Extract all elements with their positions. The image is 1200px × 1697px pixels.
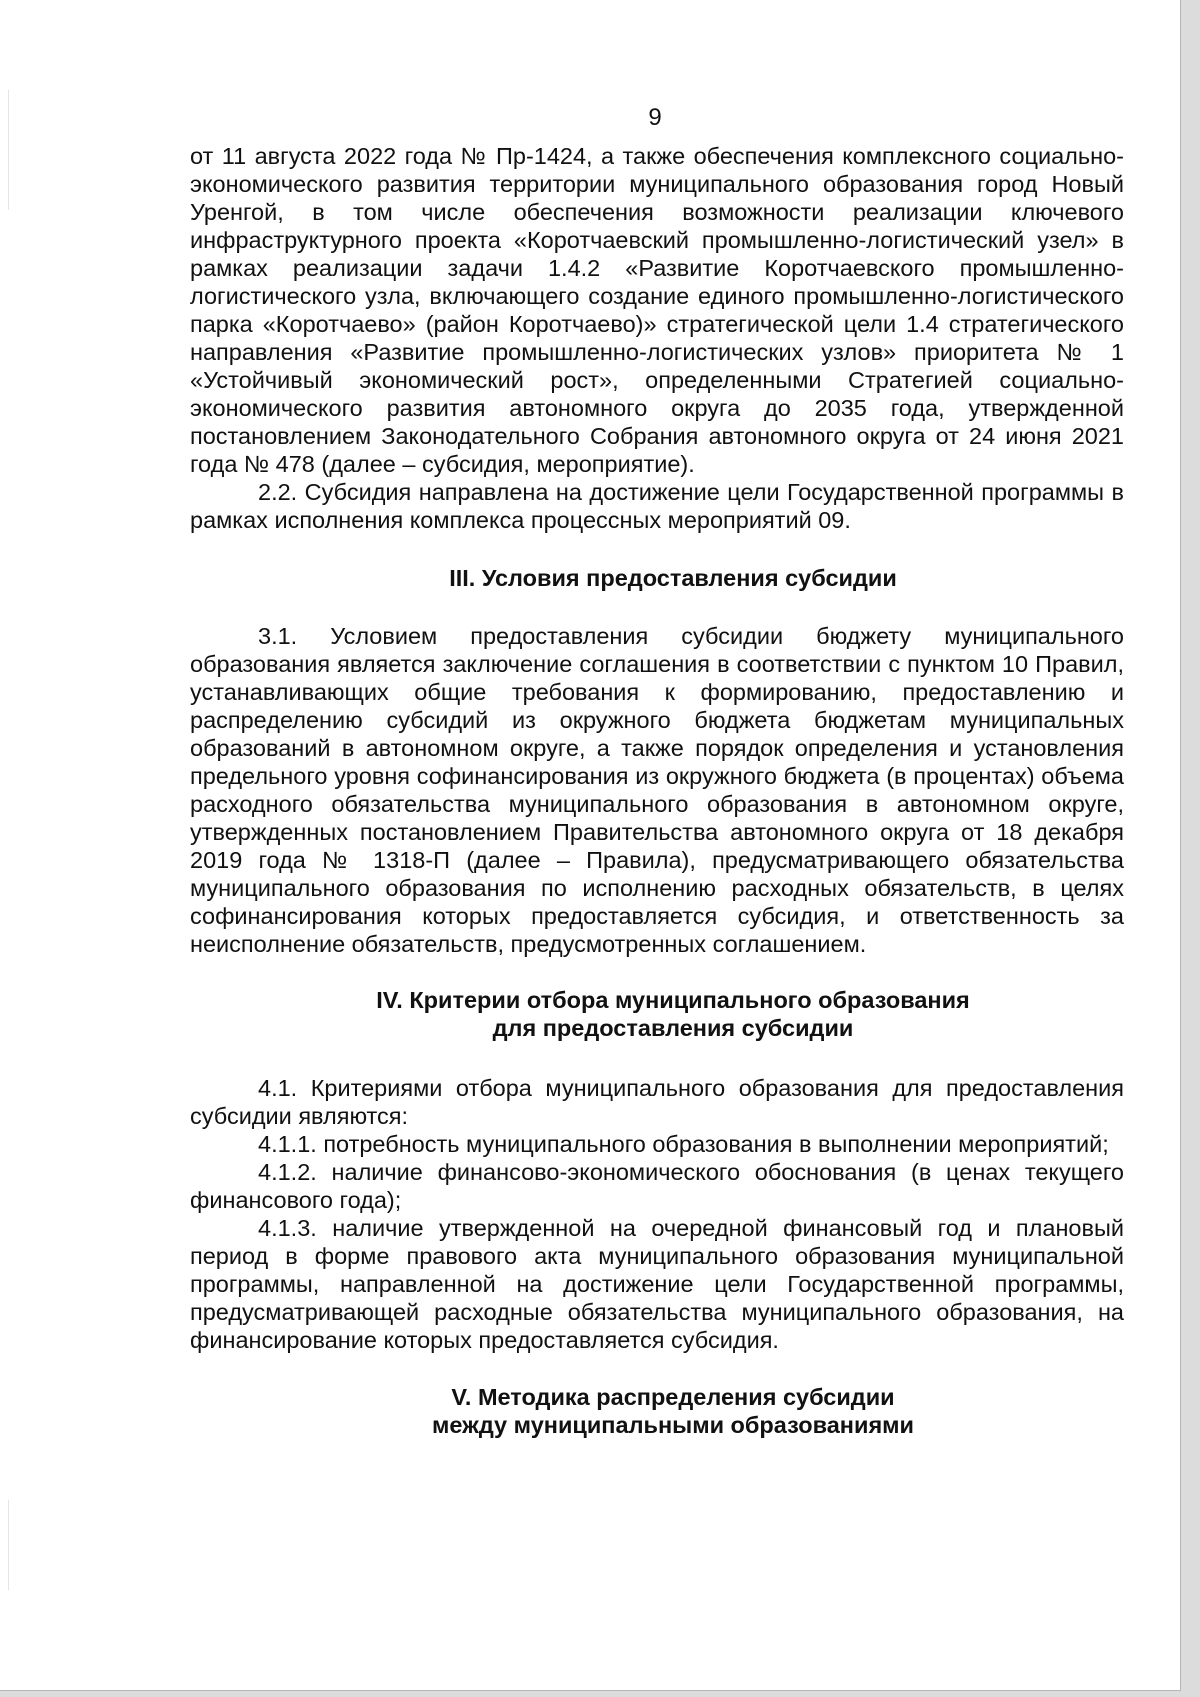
section-4-heading (190, 986, 1124, 1042)
section-5-heading-line2: между муниципальными образованиями (432, 1412, 914, 1438)
paragraph-2-2: 2.2. Субсидия направлена на достижение цели Государственной программы в рамках исполнения комплекса процессных мероприятий 09. (190, 479, 1124, 533)
section-4-heading-line2: для предоставления субсидии (492, 1015, 854, 1041)
section-5-heading-line1: V. Методика распределения субсидии (451, 1384, 895, 1410)
paragraph-4-1-1: 4.1.1. потребность муниципального образования в выполнении мероприятий; (258, 1131, 1109, 1157)
paragraph-4-1-2: 4.1.2. наличие финансово-экономического обоснования (в ценах текущего финансового года); (190, 1159, 1124, 1213)
paragraph-3-1: 3.1. Условием предоставления субсидии бюджету муниципального образования является заключение соглашения в соответствии с пунктом 10 Правил, устанавливающих общие требования к формированию, предоставлению и распределению субсидий из окружного бюджета бюджетам муниципальных образований в автономном округе, а также порядок определения и установления предельного уровня софинансирования из окружного бюджета (в процентах) объема расходного обязательства муниципального образования в автономном округе, утвержденных постановлением Правительства автономного округа от 18 декабря 2019 года № 1318-П (далее – Правила), предусматривающего обязательства муниципального образования по исполнению расходных обязательств, в целях софинансирования которых предоставляется субсидия, и ответственность за неисполнение обязательств, предусмотренных соглашением. (190, 623, 1124, 957)
section-5-heading (190, 1383, 1124, 1439)
paragraph-section2-continuation: от 11 августа 2022 года № Пр-1424, а также обеспечения комплексного социально-экономического развития территории муниципального образования город Новый Уренгой, в том числе обеспечения возможности реализации ключевого инфраструктурного проекта «Коротчаевский промышленно-логистический узел» в рамках реализации задачи 1.4.2 «Развитие Коротчаевского промышленно-логистического узла, включающего создание единого промышленно-логистического парка «Коротчаево» (район Коротчаево)» стратегической цели 1.4 стратегического направления «Развитие промышленно-логистических узлов» приоритета № 1 «Устойчивый экономический рост», определенными Стратегией социально-экономического развития автономного округа до 2035 года, утвержденной постановлением Законодательного Собрания автономного округа от 24 июня 2021 года № 478 (далее – субсидия, мероприятие). (190, 143, 1124, 477)
page-number: 9 (648, 104, 662, 131)
paragraph-4-1-3: 4.1.3. наличие утвержденной на очередной финансовый год и плановый период в форме правового акта муниципального образования муниципальной программы, направленной на достижение цели Государственной программы, предусматривающей расходные обязательства муниципального образования, на финансирование которых предоставляется субсидия. (190, 1215, 1124, 1353)
section-4-heading-line1: IV. Критерии отбора муниципального образования (376, 987, 970, 1013)
section-3-heading: III. Условия предоставления субсидии (449, 565, 897, 591)
document-body (190, 142, 1124, 1439)
paragraph-4-1: 4.1. Критериями отбора муниципального образования для предоставления субсидии являются: (190, 1075, 1124, 1129)
scan-edge-mark (8, 1500, 9, 1590)
